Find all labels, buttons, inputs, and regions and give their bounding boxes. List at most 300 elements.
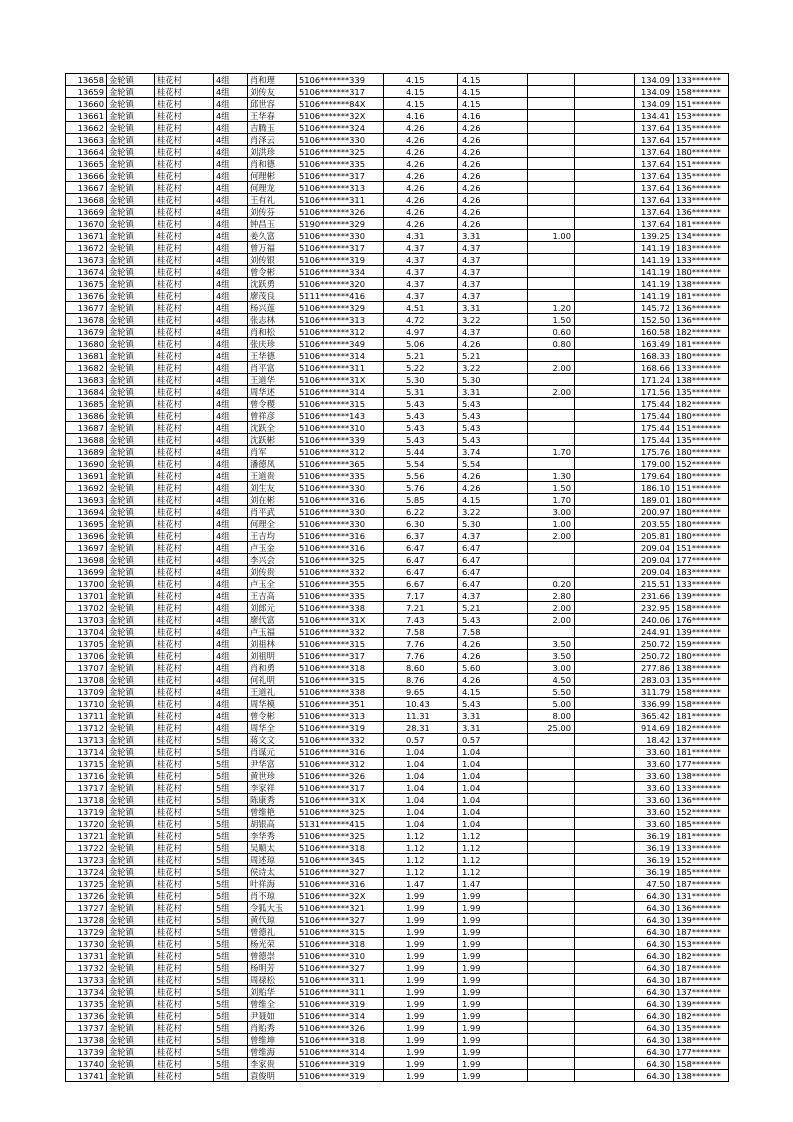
group-cell: 4组 [214,194,248,206]
town-cell: 金轮镇 [107,422,155,434]
table-row [66,482,729,494]
phone-cell: 157******* [674,134,729,146]
name-cell: 刘传芬 [248,206,297,218]
village-cell: 桂花村 [155,206,214,218]
base-area-cell: 1.99 [458,926,528,938]
amount-cell: 175.44 [635,422,674,434]
group-cell: 5组 [214,962,248,974]
phone-cell: 177******* [674,758,729,770]
base-area-cell: 4.37 [458,254,528,266]
group-cell: 4组 [214,230,248,242]
town-cell: 金轮镇 [107,722,155,734]
row-number: 13674 [66,266,107,278]
group-cell: 4组 [214,134,248,146]
base-area-cell: 1.99 [458,962,528,974]
group-cell: 4组 [214,662,248,674]
id-number-cell: 5106*******326 [297,1022,384,1034]
extra-area-cell [528,242,575,254]
town-cell: 金轮镇 [107,746,155,758]
group-cell: 4组 [214,86,248,98]
group-cell: 4组 [214,494,248,506]
id-number-cell: 5106*******338 [297,686,384,698]
village-cell: 桂花村 [155,134,214,146]
row-number: 13686 [66,410,107,422]
total-area-cell: 4.15 [384,74,458,86]
name-cell: 王吉高 [248,590,297,602]
phone-cell: 135******* [674,170,729,182]
total-area-cell: 10.43 [384,698,458,710]
table-row [66,170,729,182]
name-cell: 潘德凤 [248,458,297,470]
village-cell: 桂花村 [155,338,214,350]
table-row [66,206,729,218]
name-cell: 曾令彬 [248,266,297,278]
town-cell: 金轮镇 [107,1034,155,1046]
town-cell: 金轮镇 [107,638,155,650]
base-area-cell: 6.47 [458,554,528,566]
town-cell: 金轮镇 [107,74,155,86]
amount-cell: 175.44 [635,410,674,422]
table-row [66,398,729,410]
empty-cell [575,122,635,134]
phone-cell: 137******* [674,986,729,998]
extra-area-cell [528,434,575,446]
empty-cell [575,614,635,626]
amount-cell: 189.01 [635,494,674,506]
amount-cell: 141.19 [635,290,674,302]
name-cell: 李华秀 [248,830,297,842]
phone-cell: 136******* [674,314,729,326]
extra-area-cell: 1.70 [528,446,575,458]
extra-area-cell: 2.80 [528,590,575,602]
total-area-cell: 4.37 [384,278,458,290]
empty-cell [575,350,635,362]
group-cell: 5组 [214,854,248,866]
empty-cell [575,758,635,770]
village-cell: 桂花村 [155,362,214,374]
name-cell: 吴顺太 [248,842,297,854]
table-row [66,806,729,818]
table-row [66,386,729,398]
extra-area-cell: 1.30 [528,470,575,482]
amount-cell: 250.72 [635,638,674,650]
group-cell: 5组 [214,746,248,758]
row-number: 13717 [66,782,107,794]
phone-cell: 138******* [674,770,729,782]
empty-cell [575,326,635,338]
phone-cell: 182******* [674,398,729,410]
town-cell: 金轮镇 [107,482,155,494]
total-area-cell: 1.99 [384,914,458,926]
empty-cell [575,578,635,590]
amount-cell: 33.60 [635,746,674,758]
amount-cell: 137.64 [635,122,674,134]
table-row [66,854,729,866]
group-cell: 4组 [214,506,248,518]
id-number-cell: 5106*******325 [297,806,384,818]
village-cell: 桂花村 [155,1046,214,1058]
town-cell: 金轮镇 [107,806,155,818]
group-cell: 4组 [214,722,248,734]
total-area-cell: 6.22 [384,506,458,518]
total-area-cell: 4.37 [384,266,458,278]
extra-area-cell [528,410,575,422]
name-cell: 周禄松 [248,974,297,986]
empty-cell [575,98,635,110]
table-row [66,134,729,146]
group-cell: 4组 [214,458,248,470]
phone-cell: 180******* [674,650,729,662]
village-cell: 桂花村 [155,890,214,902]
empty-cell [575,554,635,566]
table-row [66,578,729,590]
empty-cell [575,146,635,158]
table-row [66,602,729,614]
total-area-cell: 1.99 [384,986,458,998]
empty-cell [575,338,635,350]
group-cell: 4组 [214,98,248,110]
town-cell: 金轮镇 [107,758,155,770]
village-cell: 桂花村 [155,614,214,626]
phone-cell: 134******* [674,230,729,242]
amount-cell: 171.56 [635,386,674,398]
row-number: 13720 [66,818,107,830]
total-area-cell: 7.17 [384,590,458,602]
row-number: 13659 [66,86,107,98]
town-cell: 金轮镇 [107,1070,155,1082]
name-cell: 周华模 [248,698,297,710]
extra-area-cell: 5.00 [528,698,575,710]
name-cell: 王道礼 [248,686,297,698]
id-number-cell: 5106*******332 [297,566,384,578]
base-area-cell: 4.37 [458,590,528,602]
empty-cell [575,878,635,890]
base-area-cell: 5.54 [458,458,528,470]
group-cell: 5组 [214,734,248,746]
amount-cell: 141.19 [635,242,674,254]
name-cell: 叶祥海 [248,878,297,890]
id-number-cell: 5106*******314 [297,350,384,362]
row-number: 13713 [66,734,107,746]
phone-cell: 151******* [674,98,729,110]
village-cell: 桂花村 [155,698,214,710]
table-row [66,1070,729,1082]
name-cell: 曾德崇 [248,950,297,962]
empty-cell [575,626,635,638]
id-number-cell: 5106*******326 [297,770,384,782]
phone-cell: 182******* [674,722,729,734]
group-cell: 5组 [214,866,248,878]
village-cell: 桂花村 [155,1034,214,1046]
base-area-cell: 6.47 [458,542,528,554]
town-cell: 金轮镇 [107,506,155,518]
town-cell: 金轮镇 [107,206,155,218]
base-area-cell: 1.04 [458,806,528,818]
name-cell: 蒋文文 [248,734,297,746]
amount-cell: 205.81 [635,530,674,542]
empty-cell [575,830,635,842]
phone-cell: 133******* [674,842,729,854]
extra-area-cell: 1.70 [528,494,575,506]
town-cell: 金轮镇 [107,86,155,98]
name-cell: 刘传友 [248,86,297,98]
extra-area-cell: 3.00 [528,506,575,518]
phone-cell: 180******* [674,266,729,278]
extra-area-cell [528,206,575,218]
row-number: 13662 [66,122,107,134]
phone-cell: 158******* [674,686,729,698]
extra-area-cell [528,158,575,170]
total-area-cell: 5.22 [384,362,458,374]
row-number: 13736 [66,1010,107,1022]
amount-cell: 311.79 [635,686,674,698]
empty-cell [575,110,635,122]
id-number-cell: 5106*******84X [297,98,384,110]
base-area-cell: 1.99 [458,1034,528,1046]
town-cell: 金轮镇 [107,146,155,158]
base-area-cell: 3.31 [458,386,528,398]
phone-cell: 139******* [674,590,729,602]
base-area-cell: 5.43 [458,614,528,626]
village-cell: 桂花村 [155,578,214,590]
name-cell: 肖和松 [248,326,297,338]
total-area-cell: 6.47 [384,554,458,566]
village-cell: 桂花村 [155,446,214,458]
total-area-cell: 1.04 [384,794,458,806]
town-cell: 金轮镇 [107,326,155,338]
empty-cell [575,938,635,950]
group-cell: 4组 [214,518,248,530]
name-cell: 张庆珍 [248,338,297,350]
base-area-cell: 4.16 [458,110,528,122]
id-number-cell: 5106*******314 [297,1046,384,1058]
id-number-cell: 5106*******315 [297,926,384,938]
base-area-cell: 4.26 [458,182,528,194]
base-area-cell: 6.47 [458,578,528,590]
total-area-cell: 1.99 [384,1010,458,1022]
group-cell: 4组 [214,74,248,86]
group-cell: 4组 [214,410,248,422]
id-number-cell: 5106*******312 [297,326,384,338]
village-cell: 桂花村 [155,110,214,122]
group-cell: 4组 [214,338,248,350]
town-cell: 金轮镇 [107,734,155,746]
name-cell: 令狐大玉 [248,902,297,914]
id-number-cell: 5106*******31X [297,614,384,626]
total-area-cell: 1.47 [384,878,458,890]
town-cell: 金轮镇 [107,878,155,890]
name-cell: 曾维海 [248,1046,297,1058]
phone-cell: 158******* [674,86,729,98]
village-cell: 桂花村 [155,722,214,734]
extra-area-cell [528,122,575,134]
group-cell: 5组 [214,770,248,782]
group-cell: 4组 [214,578,248,590]
table-row [66,902,729,914]
town-cell: 金轮镇 [107,890,155,902]
town-cell: 金轮镇 [107,578,155,590]
empty-cell [575,1070,635,1082]
id-number-cell: 5106*******319 [297,998,384,1010]
name-cell: 何理全 [248,518,297,530]
group-cell: 5组 [214,1058,248,1070]
base-area-cell: 5.21 [458,602,528,614]
town-cell: 金轮镇 [107,938,155,950]
town-cell: 金轮镇 [107,290,155,302]
name-cell: 周华全 [248,722,297,734]
village-cell: 桂花村 [155,530,214,542]
row-number: 13680 [66,338,107,350]
extra-area-cell: 2.00 [528,530,575,542]
total-area-cell: 0.57 [384,734,458,746]
group-cell: 5组 [214,1046,248,1058]
table-row [66,938,729,950]
table-row [66,758,729,770]
group-cell: 5组 [214,830,248,842]
table-row [66,638,729,650]
table-row [66,326,729,338]
id-number-cell: 5106*******317 [297,650,384,662]
village-cell: 桂花村 [155,674,214,686]
village-cell: 桂花村 [155,962,214,974]
town-cell: 金轮镇 [107,998,155,1010]
total-area-cell: 1.04 [384,758,458,770]
village-cell: 桂花村 [155,266,214,278]
town-cell: 金轮镇 [107,782,155,794]
extra-area-cell [528,626,575,638]
id-number-cell: 5106*******316 [297,494,384,506]
id-number-cell: 5106*******315 [297,398,384,410]
group-cell: 4组 [214,686,248,698]
row-number: 13696 [66,530,107,542]
village-cell: 桂花村 [155,554,214,566]
name-cell: 袁俊明 [248,1070,297,1082]
total-area-cell: 4.37 [384,242,458,254]
village-cell: 桂花村 [155,830,214,842]
extra-area-cell: 1.50 [528,482,575,494]
phone-cell: 185******* [674,866,729,878]
empty-cell [575,506,635,518]
base-area-cell: 3.74 [458,446,528,458]
id-number-cell: 5106*******327 [297,914,384,926]
amount-cell: 64.30 [635,962,674,974]
village-cell: 桂花村 [155,878,214,890]
id-number-cell: 5106*******311 [297,362,384,374]
phone-cell: 177******* [674,554,729,566]
town-cell: 金轮镇 [107,182,155,194]
village-cell: 桂花村 [155,686,214,698]
row-number: 13724 [66,866,107,878]
phone-cell: 181******* [674,218,729,230]
name-cell: 卢玉全 [248,578,297,590]
empty-cell [575,410,635,422]
extra-area-cell [528,1022,575,1034]
phone-cell: 139******* [674,998,729,1010]
base-area-cell: 4.37 [458,326,528,338]
group-cell: 5组 [214,878,248,890]
amount-cell: 141.19 [635,254,674,266]
extra-area-cell: 2.00 [528,386,575,398]
table-row [66,494,729,506]
name-cell: 刘在彬 [248,494,297,506]
phone-cell: 183******* [674,566,729,578]
total-area-cell: 1.12 [384,842,458,854]
base-area-cell: 1.99 [458,1070,528,1082]
name-cell: 肖贻秀 [248,1022,297,1034]
town-cell: 金轮镇 [107,110,155,122]
town-cell: 金轮镇 [107,626,155,638]
empty-cell [575,362,635,374]
row-number: 13658 [66,74,107,86]
amount-cell: 137.64 [635,146,674,158]
name-cell: 钟昌玉 [248,218,297,230]
base-area-cell: 1.99 [458,950,528,962]
group-cell: 5组 [214,806,248,818]
extra-area-cell [528,914,575,926]
town-cell: 金轮镇 [107,170,155,182]
row-number: 13688 [66,434,107,446]
town-cell: 金轮镇 [107,710,155,722]
extra-area-cell [528,734,575,746]
base-area-cell: 4.26 [458,218,528,230]
village-cell: 桂花村 [155,254,214,266]
extra-area-cell: 2.00 [528,614,575,626]
extra-area-cell [528,458,575,470]
amount-cell: 64.30 [635,1046,674,1058]
village-cell: 桂花村 [155,350,214,362]
amount-cell: 64.30 [635,950,674,962]
base-area-cell: 1.99 [458,902,528,914]
phone-cell: 139******* [674,914,729,926]
base-area-cell: 3.31 [458,302,528,314]
table-row [66,374,729,386]
total-area-cell: 6.47 [384,542,458,554]
group-cell: 4组 [214,638,248,650]
base-area-cell: 7.58 [458,626,528,638]
id-number-cell: 5106*******319 [297,1070,384,1082]
total-area-cell: 4.15 [384,98,458,110]
phone-cell: 138******* [674,662,729,674]
phone-cell: 180******* [674,530,729,542]
name-cell: 王华德 [248,350,297,362]
row-number: 13687 [66,422,107,434]
id-number-cell: 5106*******335 [297,158,384,170]
row-number: 13725 [66,878,107,890]
base-area-cell: 0.57 [458,734,528,746]
name-cell: 杨光荣 [248,938,297,950]
total-area-cell: 4.26 [384,122,458,134]
name-cell: 廖代富 [248,614,297,626]
id-number-cell: 5106*******327 [297,962,384,974]
empty-cell [575,866,635,878]
id-number-cell: 5106*******311 [297,986,384,998]
id-number-cell: 5106*******313 [297,710,384,722]
name-cell: 周华述 [248,386,297,398]
total-area-cell: 7.76 [384,650,458,662]
group-cell: 4组 [214,470,248,482]
empty-cell [575,314,635,326]
id-number-cell: 5106*******349 [297,338,384,350]
group-cell: 4组 [214,326,248,338]
id-number-cell: 5106*******330 [297,134,384,146]
group-cell: 4组 [214,542,248,554]
total-area-cell: 4.16 [384,110,458,122]
table-row [66,650,729,662]
id-number-cell: 5106*******339 [297,74,384,86]
name-cell: 何理龙 [248,182,297,194]
amount-cell: 134.09 [635,74,674,86]
amount-cell: 203.55 [635,518,674,530]
